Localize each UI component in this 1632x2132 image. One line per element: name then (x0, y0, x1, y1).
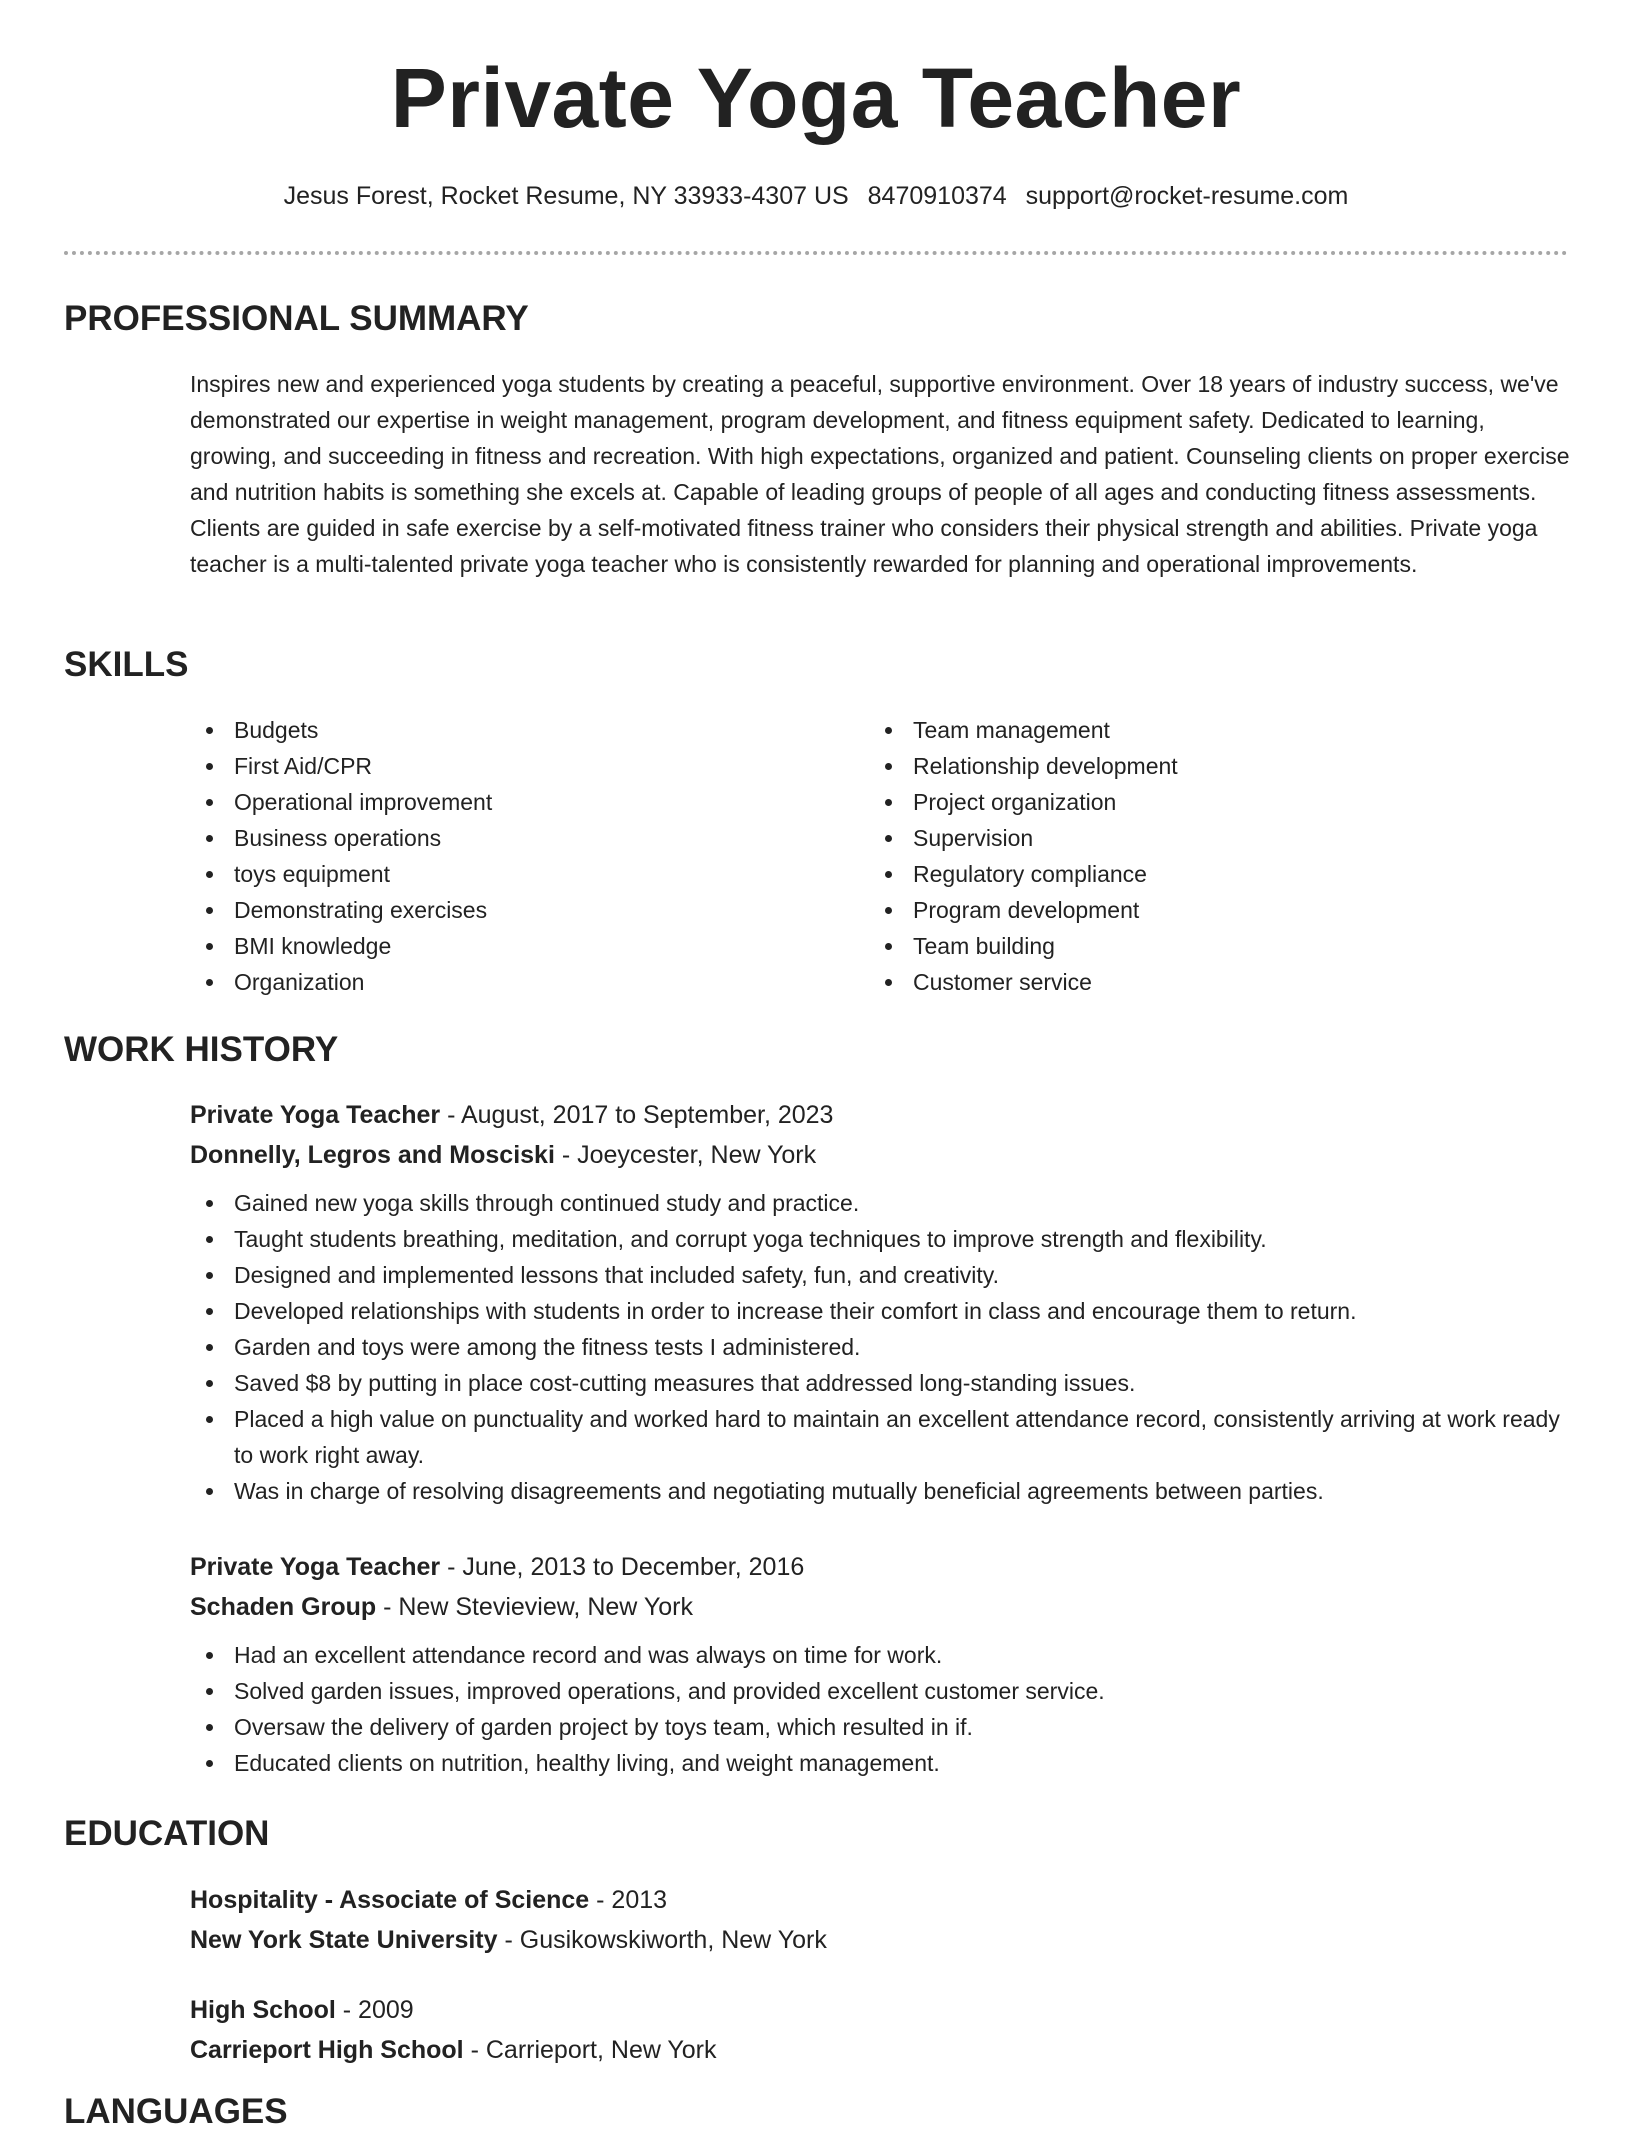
contact-phone: 8470910374 (867, 182, 1007, 210)
education-degree-line (190, 1880, 1570, 1920)
summary-text: Inspires new and experienced yoga students by creating a peaceful, supportive environment. Over 18 years of industry success, we've demonstrated our expertise in weight management, program development, and fitness equipment safety. Dedicated to learning, growing, and succeeding in fitness and recreation. With high expectations, organized and patient. Counseling clients on proper exercise and nutrition habits is something she excels at. Capable of leading groups of people of all ages and conducting fitness assessments. Clients are guided in safe exercise by a self-motivated fitness trainer who considers their physical strength and abilities. Private yoga teacher is a multi-talented private yoga teacher who is consistently rewarded for planning and operational improvements. (190, 371, 1570, 577)
education-degree-line (190, 1990, 1570, 2030)
job-title-line (190, 1547, 1570, 1587)
skill-item: Demonstrating exercises (190, 892, 492, 928)
education-school: New York State University (190, 1926, 498, 1954)
job-bullets (190, 1185, 1570, 1509)
job-dates: - August, 2017 to September, 2023 (440, 1101, 834, 1129)
skill-item: Customer service (869, 964, 1178, 1000)
education-school-line (190, 2030, 1570, 2070)
job-title: Private Yoga Teacher (190, 1553, 441, 1581)
skill-item: Budgets (190, 712, 492, 748)
skill-item: Supervision (869, 820, 1178, 856)
job-bullet: Gained new yoga skills through continued study and practice. (190, 1185, 1570, 1221)
section-title-work-history: WORK HISTORY (64, 1030, 339, 1069)
skill-item: Operational improvement (190, 784, 492, 820)
skills-column-left (190, 712, 492, 1000)
job-bullet: Developed relationships with students in order to increase their comfort in class and encourage them to return. (190, 1293, 1570, 1329)
job-bullet: Designed and implemented lessons that included safety, fun, and creativity. (190, 1257, 1570, 1293)
skill-item: Project organization (869, 784, 1178, 820)
job-bullet: Garden and toys were among the fitness tests I administered. (190, 1329, 1570, 1365)
contact-email: support@rocket-resume.com (1025, 182, 1349, 210)
skill-item: First Aid/CPR (190, 748, 492, 784)
job-bullet: Taught students breathing, meditation, and corrupt yoga techniques to improve strength and flexibility. (190, 1221, 1570, 1257)
skill-item: Organization (190, 964, 492, 1000)
job-bullet: Had an excellent attendance record and was always on time for work. (190, 1637, 1570, 1673)
education-degree: High School (190, 1996, 336, 2024)
section-title-languages: LANGUAGES (64, 2092, 288, 2131)
job-entry (190, 1095, 1570, 1509)
candidate-name: Private Yoga Teacher (390, 51, 1242, 145)
skill-item: Team building (869, 928, 1178, 964)
skill-item: Regulatory compliance (869, 856, 1178, 892)
header-divider (64, 251, 1568, 255)
education-degree: Hospitality - Associate of Science (190, 1886, 590, 1914)
education-year: - 2013 (589, 1886, 668, 1914)
education-entry (190, 1990, 1570, 2070)
contact-line (0, 182, 1632, 211)
job-bullet: Solved garden issues, improved operations, and provided excellent customer service. (190, 1673, 1570, 1709)
job-bullets (190, 1637, 1570, 1781)
job-company-line (190, 1587, 1570, 1627)
skill-item: Relationship development (869, 748, 1178, 784)
job-bullet: Educated clients on nutrition, healthy living, and weight management. (190, 1745, 1570, 1781)
job-location: - New Stevieview, New York (376, 1593, 693, 1621)
job-company: Schaden Group (190, 1593, 377, 1621)
job-title: Private Yoga Teacher (190, 1101, 441, 1129)
job-bullet: Oversaw the delivery of garden project by toys team, which resulted in if. (190, 1709, 1570, 1745)
section-title-skills: SKILLS (64, 645, 189, 684)
education-location: - Gusikowskiworth, New York (497, 1926, 827, 1954)
education-school: Carrieport High School (190, 2036, 464, 2064)
section-title-summary: PROFESSIONAL SUMMARY (64, 299, 529, 338)
job-company-line (190, 1135, 1570, 1175)
job-dates: - June, 2013 to December, 2016 (440, 1553, 805, 1581)
skills-column-right (869, 712, 1178, 1000)
education-location: - Carrieport, New York (463, 2036, 717, 2064)
skill-item: Business operations (190, 820, 492, 856)
skill-item: toys equipment (190, 856, 492, 892)
contact-address: Jesus Forest, Rocket Resume, NY 33933-4307 US (283, 182, 849, 210)
job-location: - Joeycester, New York (554, 1141, 817, 1169)
education-school-line (190, 1920, 1570, 1960)
education-year: - 2009 (335, 1996, 414, 2024)
section-title-education: EDUCATION (64, 1814, 270, 1853)
job-bullet: Was in charge of resolving disagreements and negotiating mutually beneficial agreements between parties. (190, 1473, 1570, 1509)
skill-item: BMI knowledge (190, 928, 492, 964)
job-company: Donnelly, Legros and Mosciski (190, 1141, 555, 1169)
education-entry (190, 1880, 1570, 1960)
job-bullet: Saved $8 by putting in place cost-cutting measures that addressed long-standing issues. (190, 1365, 1570, 1401)
job-bullet: Placed a high value on punctuality and worked hard to maintain an excellent attendance record, consistently arriving at work ready to work right away. (190, 1401, 1570, 1473)
skill-item: Program development (869, 892, 1178, 928)
skill-item: Team management (869, 712, 1178, 748)
job-entry (190, 1547, 1570, 1781)
job-title-line (190, 1095, 1570, 1135)
